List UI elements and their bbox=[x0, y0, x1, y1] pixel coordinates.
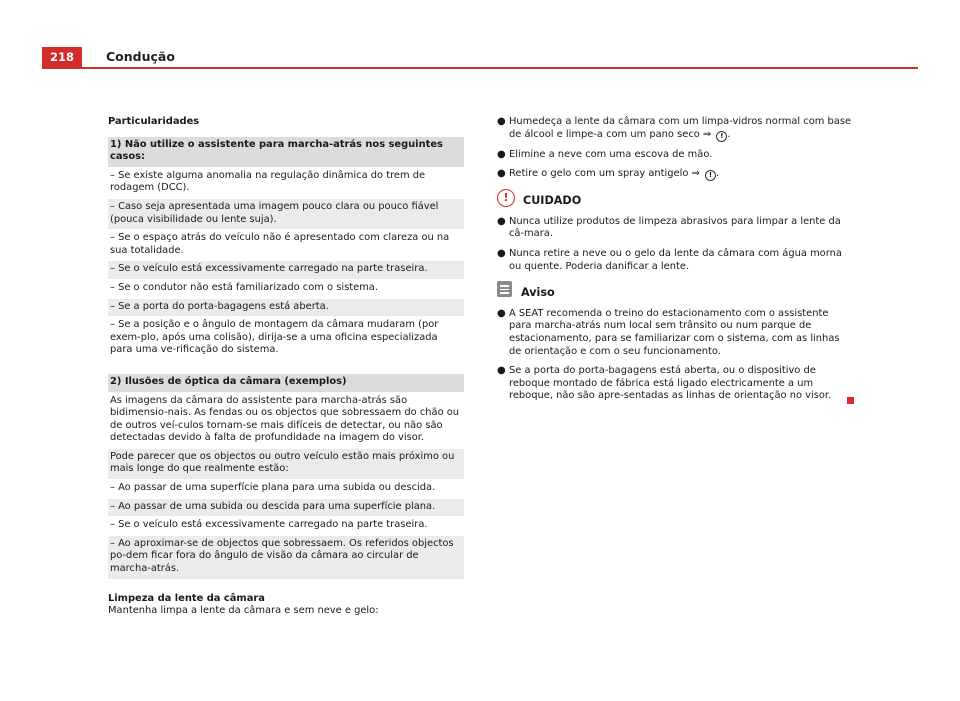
table-row: – Se a posição e o ângulo de montagem da câmara mudaram (por exem-plo, após uma colisão), dirija-se a uma oficina especializada para uma ve-rificação do sistema. bbox=[108, 317, 464, 361]
left-column bbox=[108, 116, 464, 618]
table-row: Pode parecer que os objectos ou outro veículo estão mais próximo ou mais longe do que realmente estão: bbox=[108, 449, 464, 480]
bullet-text: Nunca retire a neve ou o gelo da lente da câmara com água morna ou quente. Poderia danificar a lente. bbox=[509, 247, 842, 272]
table-row: – Se o veículo está excessivamente carregado na parte traseira. bbox=[108, 517, 464, 536]
bullet-icon: ● bbox=[497, 148, 506, 160]
cases-table bbox=[108, 137, 464, 361]
note-icon bbox=[497, 281, 512, 297]
bullet-text: A SEAT recomenda o treino do estacionamento com o assistente para marcha-atrás num local sem trânsito ou num parque de estacionamento, para se familiarizar com o sistema, com as linhas de orientação e com o seu funcionamento. bbox=[509, 307, 840, 357]
list-item bbox=[497, 149, 853, 162]
table-row: – Ao passar de uma superfície plana para uma subida ou descida. bbox=[108, 480, 464, 499]
table-row: – Se existe alguma anomalia na regulação dinâmica do trem de rodagem (DCC). bbox=[108, 168, 464, 199]
warning-ref-icon: ! bbox=[716, 131, 727, 142]
bullet-icon: ● bbox=[497, 247, 506, 259]
list-item bbox=[497, 308, 853, 358]
bullet-text: Humedeça a lente da câmara com um limpa-vidros normal com base de álcool e limpe-a com um pano seco ⇒ bbox=[509, 116, 852, 140]
list-item bbox=[497, 248, 853, 273]
bullet-text: Retire o gelo com um spray antigelo ⇒ bbox=[509, 168, 700, 180]
bullet-icon: ● bbox=[497, 307, 506, 319]
table-row: – Ao aproximar-se de objectos que sobressaem. Os referidos objectos po-dem ficar fora do ângulo de visão da câmara ao circular de marcha-atrás. bbox=[108, 536, 464, 580]
table-row: – Se o condutor não está familiarizado com o sistema. bbox=[108, 280, 464, 299]
section-label: Particularidades bbox=[108, 116, 200, 127]
bullet-icon: ● bbox=[497, 215, 506, 227]
section-end-marker bbox=[847, 397, 854, 404]
warning-ref-icon: ! bbox=[705, 170, 716, 181]
list-item bbox=[497, 216, 853, 241]
illusions-table bbox=[108, 374, 464, 580]
header-rule bbox=[42, 67, 918, 69]
list-item: ● Humedeça a lente da câmara com um limpa-vidros normal com base de álcool e limpe-a com um pano seco ⇒ ! . bbox=[497, 116, 852, 140]
table-row: As imagens da câmara do assistente para marcha-atrás são bidimensio-nais. As fendas ou os objectos que sobressaem do chão ou de outros veí-culos tornam-se mais difíceis de detectar, ou não são detectadas devido à falta de profundidade na imagem do visor. bbox=[108, 393, 464, 449]
page-number: 218 bbox=[42, 47, 82, 67]
page-title: Condução bbox=[106, 49, 175, 64]
note-heading bbox=[497, 287, 853, 300]
bullet-icon: ● bbox=[497, 116, 506, 127]
table-heading: 1) Não utilize o assistente para marcha-atrás nos seguintes casos: bbox=[108, 137, 464, 168]
lens-text: Mantenha limpa a lente da câmara e sem neve e gelo: bbox=[108, 605, 379, 617]
lens-heading: Limpeza da lente da câmara bbox=[108, 592, 265, 604]
table-row: – Ao passar de uma subida ou descida para uma superfície plana. bbox=[108, 499, 464, 518]
table-row: – Se o veículo está excessivamente carregado na parte traseira. bbox=[108, 261, 464, 280]
bullet-text: Se a porta do porta-bagagens está aberta, ou o dispositivo de reboque montado de fábrica está ligado electricamente a um reboque, não são apre-sentadas as linhas de orientação no visor. bbox=[509, 365, 832, 402]
bullet-icon: ● bbox=[497, 168, 506, 180]
warning-circle-icon: ! bbox=[497, 189, 515, 207]
note-title: Aviso bbox=[521, 286, 555, 300]
table-row: – Caso seja apresentada uma imagem pouco clara ou pouco fiável (pouca visibilidade ou lente suja). bbox=[108, 199, 464, 230]
right-column bbox=[497, 116, 853, 410]
table-row: – Se o espaço atrás do veículo não é apresentado com clareza ou na sua totalidade. bbox=[108, 230, 464, 261]
list-item: ● Retire o gelo com um spray antigelo ⇒ ! . bbox=[497, 168, 720, 180]
bullet-icon: ● bbox=[497, 365, 506, 377]
bullet-text: Nunca utilize produtos de limpeza abrasivos para limpar a lente da câ-mara. bbox=[509, 215, 841, 240]
caution-title: CUIDADO bbox=[523, 194, 582, 208]
caution-heading bbox=[497, 191, 853, 208]
list-item bbox=[497, 365, 853, 403]
bullet-text: Elimine a neve com uma escova de mão. bbox=[509, 148, 713, 160]
table-heading: 2) Ilusões de óptica da câmara (exemplos) bbox=[108, 374, 464, 393]
table-row: – Se a porta do porta-bagagens está aberta. bbox=[108, 299, 464, 318]
